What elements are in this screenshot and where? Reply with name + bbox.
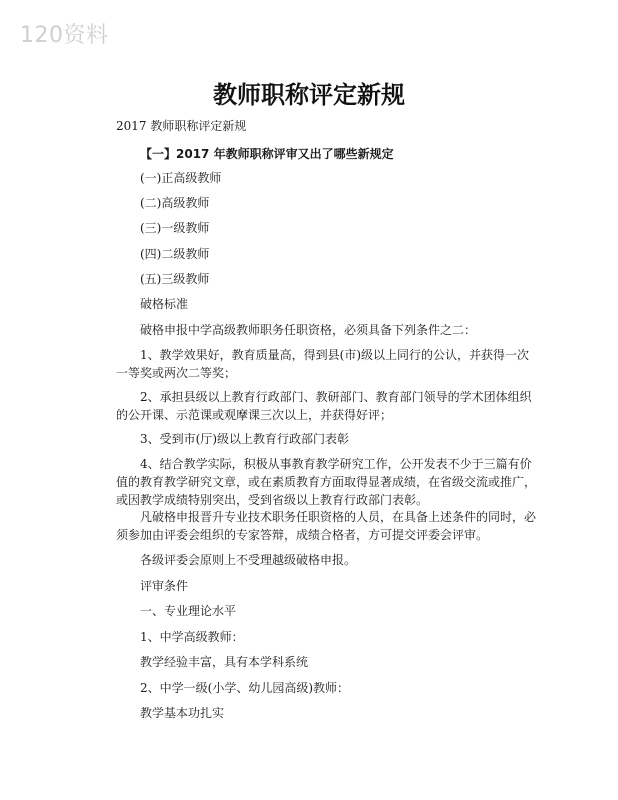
watermark: 120资料 — [20, 23, 109, 48]
theory-level-heading: 一、专业理论水平 — [140, 604, 237, 618]
break-intro: 破格申报中学高级教师职务任职资格，必须具备下列条件之二： — [140, 323, 477, 337]
note-no-skip: 各级评委会原则上不受理越级破格申报。 — [140, 553, 357, 567]
item-senior-desc: 教学经验丰富，具有本学科系统 — [140, 655, 309, 669]
level-4: (四)二级教师 — [140, 247, 210, 261]
condition-1: 1、教学效果好，教育质量高，得到县(市)级以上同行的公认，并获得一次一等奖或两次二等奖； — [116, 348, 530, 380]
item-first-level-teacher: 2、中学一级(小学、幼儿园高级)教师： — [140, 681, 349, 695]
level-2: (二)高级教师 — [140, 196, 210, 210]
item-first-level-desc: 教学基本功扎实 — [140, 706, 225, 720]
note-defense: 凡破格申报晋升专业技术职务任职资格的人员，在具备上述条件的同时，必须参加由评委会组织的专家答辩，成绩合格者，方可提交评委会评审。 — [116, 510, 537, 542]
condition-2: 2、承担县级以上教育行政部门、教研部门、教育部门领导的学术团体组织的公开课、示范课或观摩课三次以上，并获得好评； — [116, 390, 532, 422]
level-3: (三)一级教师 — [140, 221, 210, 235]
condition-4: 4、结合教学实际，积极从事教育教学研究工作，公开发表不少于三篇有价值的教育教学研究文章，或在素质教育方面取得显著成绩，在省级交流或推广，或因教学成绩特别突出，受到省级以上教育行政部门表彰。 — [116, 457, 537, 507]
item-senior-teacher: 1、中学高级教师： — [140, 630, 244, 644]
condition-3: 3、受到市(厅)级以上教育行政部门表彰 — [140, 432, 349, 446]
level-5: (五)三级教师 — [140, 272, 210, 286]
break-standard-heading: 破格标准 — [140, 297, 189, 311]
page-title: 教师职称评定新规 — [213, 81, 405, 109]
subtitle: 2017 教师职称评定新规 — [116, 119, 247, 133]
review-conditions-heading: 评审条件 — [140, 579, 189, 593]
section-heading: 【一】2017 年教师职称评审又出了哪些新规定 — [140, 147, 394, 161]
level-1: (一)正高级教师 — [140, 171, 222, 185]
